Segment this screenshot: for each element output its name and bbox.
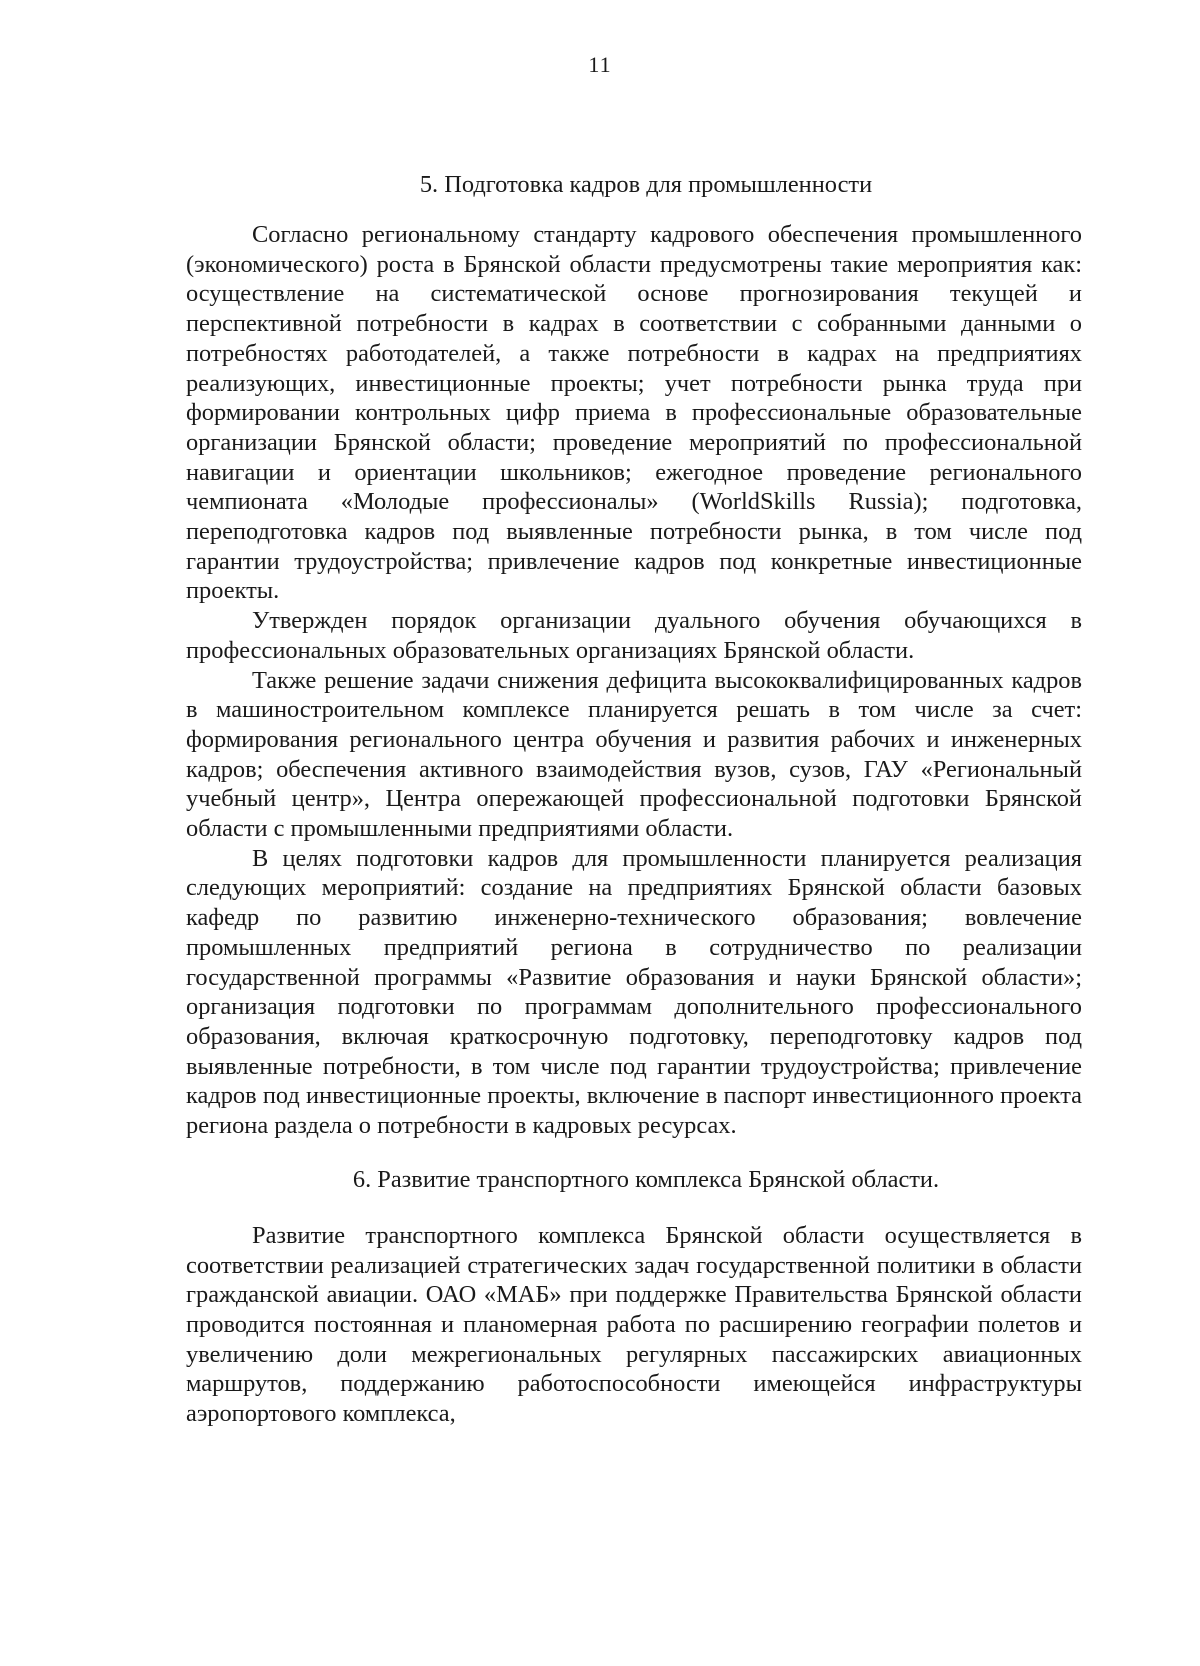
page-number: 11 xyxy=(588,52,612,77)
section-heading-transport-complex: 6. Развитие транспортного комплекса Брянской области. xyxy=(352,1165,940,1193)
paragraph-planned-measures: В целях подготовки кадров для промышленности планируется реализация следующих мероприятий: создание на предприятиях Брянской области базовых кафедр по развитию инженерно-технического образования; вовлечение промышленных предприятий региона в сотрудничество по реализации государственной программы «Развитие образования и науки Брянской области»; организация подготовки по программам дополнительного профессионального образования, включая краткосрочную подготовку, переподготовку кадров под выявленные потребности, в том числе под гарантии трудоустройства; привлечение кадров под инвестиционные проекты, включение в паспорт инвестиционного проекта региона раздела о потребности в кадровых ресурсах. xyxy=(186,844,1082,1140)
paragraph-dual-education: Утвержден порядок организации дуального обучения обучающихся в профессиональных образовательных организациях Брянской области. xyxy=(186,607,1082,664)
paragraph-regional-standard: Согласно региональному стандарту кадрового обеспечения промышленного (экономического) роста в Брянской области предусмотрены такие мероприятия как: осуществление на систематической основе прогнозирования текущей и перспективной потребности в кадрах в соответствии с собранными данными о потребностях работодателей, а также потребности в кадрах на предприятиях реализующих, инвестиционные проекты; учет потребности рынка труда при формировании контрольных цифр приема в профессиональные образовательные организации Брянской области; проведение мероприятий по профессиональной навигации и ориентации школьников; ежегодное проведение регионального чемпионата «Молодые профессионалы» (WorldSkills Russia); подготовка, переподготовка кадров под выявленные потребности рынка, в том числе под гарантии трудоустройства; привлечение кадров под конкретные инвестиционные проекты. xyxy=(186,221,1082,605)
page-content xyxy=(186,170,1082,1429)
paragraph-engineering-deficit: Также решение задачи снижения дефицита высококвалифицированных кадров в машиностроительном комплексе планируется решать в том числе за счет: формирования регионального центра обучения и развития рабочих и инженерных кадров; обеспечения активного взаимодействия вузов, сузов, ГАУ «Региональный учебный центр», Центра опережающей профессиональной подготовки Брянской области с промышленными предприятиями области. xyxy=(186,666,1082,843)
paragraph-transport-development: Развитие транспортного комплекса Брянской области осуществляется в соответствии реализацией стратегических задач государственной политики в области гражданской авиации. ОАО «МАБ» при поддержке Правительства Брянской области проводится постоянная и планомерная работа по расширению географии полетов и увеличению доли межрегиональных регулярных пассажирских авиационных маршрутов, поддержанию работоспособности имеющейся инфраструктуры аэропортового комплекса, xyxy=(186,1221,1082,1428)
section-heading-personnel-training: 5. Подготовка кадров для промышленности xyxy=(419,171,873,198)
